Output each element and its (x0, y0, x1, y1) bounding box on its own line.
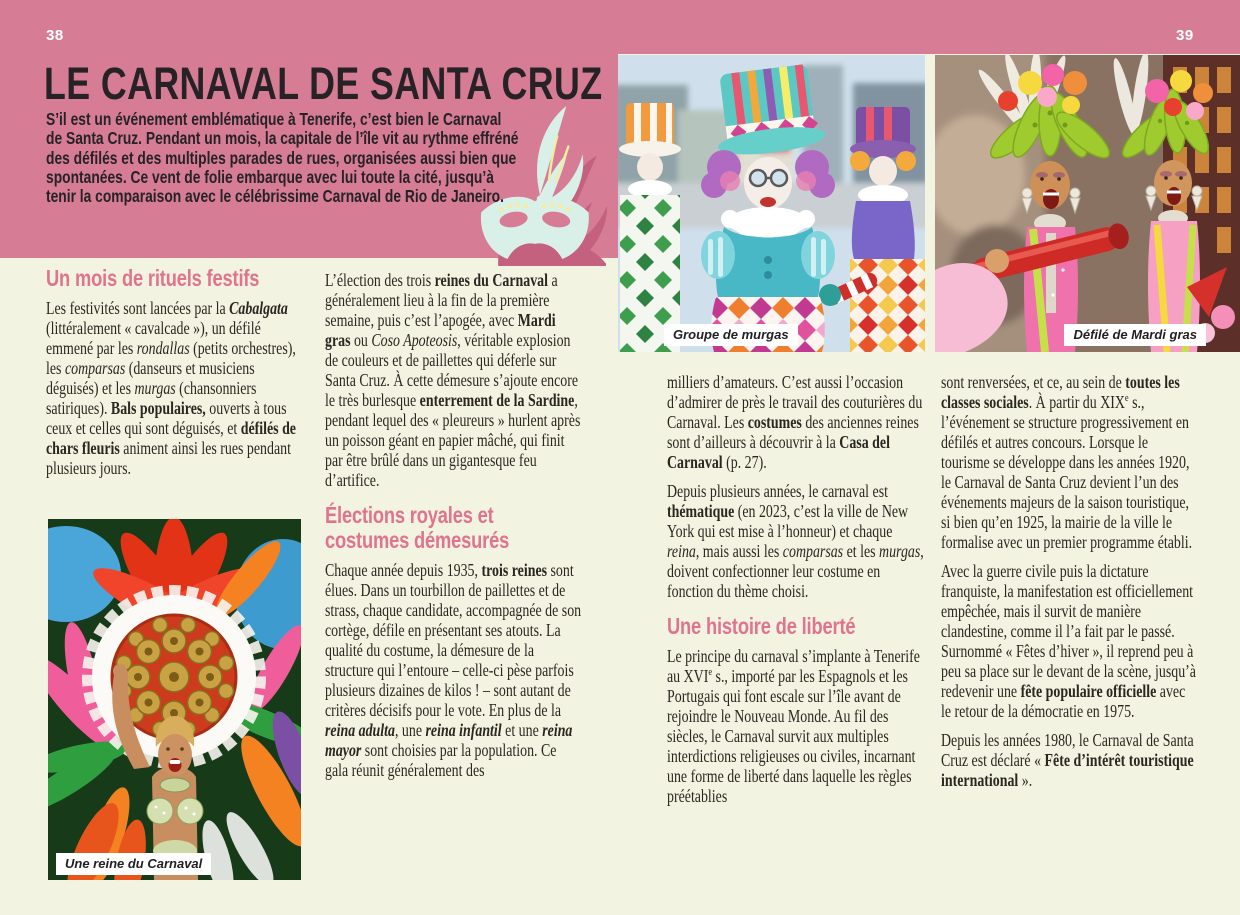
paragraph-guerre-civile: Avec la guerre civile puis la dictature franquiste, la manifestation est officiellement empêchée, mais il survit de manière clandestine, comme il l’a fait par le passé. Surnommé « Fêtes d’hiver », il reprend peu à peu sa place sur le devant de la scène, jusqu’à redevenir une fête populaire officielle avec le retour de la démocratie en 1975. (941, 561, 1196, 721)
photo-carnival-queen (48, 519, 301, 880)
column-4 (941, 372, 1198, 799)
section-heading-elections: Élections royales et costumes démesurés (325, 502, 510, 553)
photo-murgas-group (618, 55, 925, 352)
paragraph-fete-internationale: Depuis les années 1980, le Carnaval de Santa Cruz est déclaré « Fête d’intérêt touristique international ». (941, 730, 1194, 790)
column-1 (46, 266, 303, 487)
photo-caption-queen: Une reine du Carnaval (56, 853, 211, 875)
photo-mardi-gras-parade (935, 55, 1240, 352)
paragraph-classes-sociales: sont renversées, et ce, au sein de toutes les classes sociales. À partir du XIXe s., l’événement se structure progressivement en défilés et autres concours. Lorsque le tourisme se développe dans les années 1920, le Carnaval de Santa Cruz devient l’un des événements majeurs de la saison touristique, si bien qu’en 1925, la mairie de la ville le formalise avec un premier programme établi. (941, 372, 1193, 552)
column-3 (667, 372, 924, 815)
paragraph-rituels: Les festivités sont lancées par la Cabalgata (littéralement « cavalcade »), un défilé emmené par les rondallas (petits orchestres), les comparsas (danseurs et musiciens déguisés) et les murgas (chansonniers satiriques). Bals populaires, ouverts à tous ceux et celles qui sont déguisés, et défilés de chars fleuris animent ainsi les rues pendant plusieurs jours. (46, 298, 296, 478)
paragraph-election-reines: L’élection des trois reines du Carnaval a généralement lieu à la fin de la première semaine, puis c’est l’apogée, avec Mardi gras ou Coso Apoteosis, véritable explosion de couleurs et de paillettes qui déferle sur Santa Cruz. À cette démesure s’ajoute encore le très burlesque enterrement de la Sardine, pendant lequel des « pleureurs » hurlent après un poisson géant en papier mâché, qui finit par être brûlé dans un gigantesque feu d’artifice. (325, 270, 581, 490)
murga-figure-left (619, 103, 681, 352)
page-title: LE CARNAVAL DE SANTA CRUZ (44, 58, 603, 109)
photo-caption-murgas: Groupe de murgas (664, 324, 798, 346)
paragraph-histoire: Le principe du carnaval s’implante à Tenerife au XVIe s., importé par les Espagnols et les Portugais qui font escale sur l’île avant de rejoindre le Nouveau Monde. Au fil des siècles, le Carnaval survit aux multiples interdictions religieuses ou civiles, incarnant une forme de liberté dans laquelle les règles préétablies (667, 646, 920, 806)
section-heading-histoire: Une histoire de liberté (667, 613, 856, 639)
column-2 (325, 270, 582, 789)
paragraph-thematique: Depuis plusieurs années, le carnaval est thématique (en 2023, c’est la ville de New York qui est mise à l’honneur) et chaque reina, mais aussi les comparsas et les murgas, doivent confectionner leur costume en fonction du thème choisi. (667, 481, 924, 601)
paragraph-costumes: milliers d’amateurs. C’est aussi l’occasion d’admirer de près le travail des couturières du Carnaval. Les costumes des anciennes reines sont d’ailleurs à découvrir à la Casa del Carnaval (p. 27). (667, 372, 923, 472)
paragraph-trois-reines: Chaque année depuis 1935, trois reines sont élues. Dans un tourbillon de paillettes et de strass, chaque candidate, accompagnée de son cortège, défile en présentant ses atouts. La qualité du costume, la démesure de la structure qui l’entoure – celle-ci pèse parfois plusieurs dizaines de kilos ! – sont autant de critères décisifs pour le vote. En plus de la reina adulta, une reina infantil et une reina mayor sont choisies par la population. Ce gala réunit généralement des (325, 560, 582, 780)
page-number-right: 39 (1176, 27, 1194, 44)
section-heading-rituels: Un mois de rituels festifs (46, 265, 260, 291)
page-number-left: 38 (46, 27, 64, 44)
photo-caption-mardi-gras: Défilé de Mardi gras (1064, 324, 1206, 346)
article-intro: S’il est un événement emblématique à Tenerife, c’est bien le Carnaval de Santa Cruz. Pendant un mois, la capitale de l’île vit au rythme effréné des défilés et des multiples parades de rues, organisées aussi bien que spontanées. Ce vent de folie embarque avec lui toute la cité, jusqu’à tenir la comparaison avec le célébrissime Carnaval de Rio de Janeiro. (46, 109, 519, 207)
